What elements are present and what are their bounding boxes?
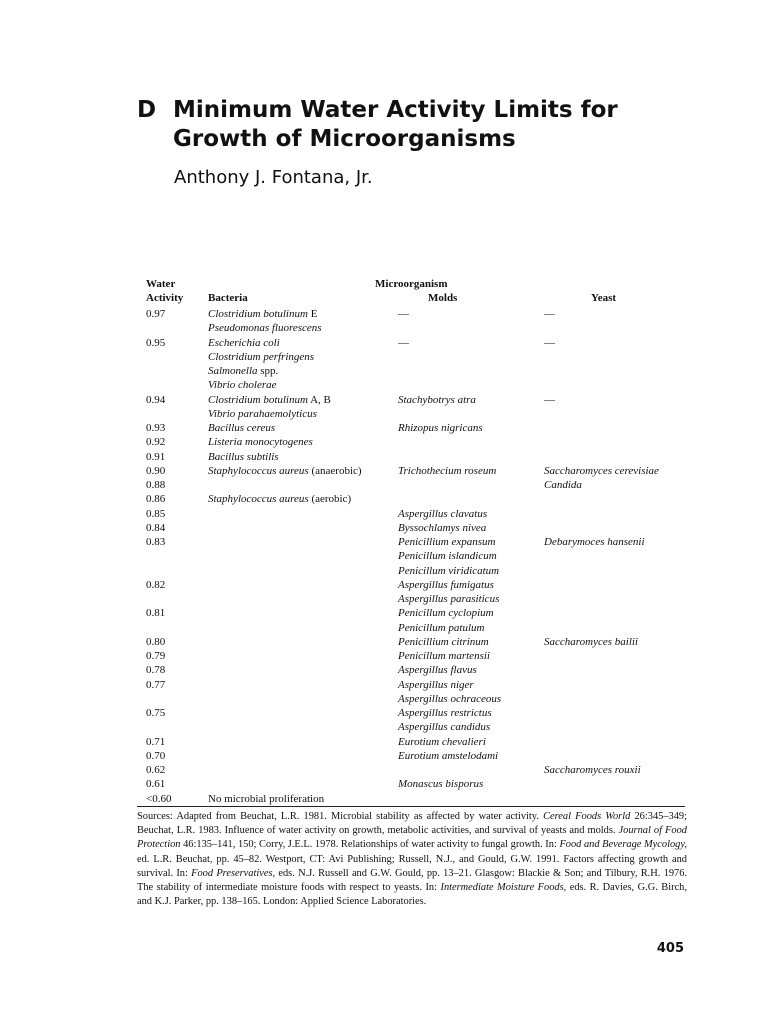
table-row [146, 592, 686, 606]
molds-cell: Monascus bisporus [398, 778, 484, 791]
molds-cell: Eurotium chevalieri [398, 735, 486, 748]
molds-cell: Aspergillus clavatus [398, 507, 488, 520]
table-row [146, 464, 686, 478]
table-row [146, 535, 686, 549]
table-row [146, 635, 686, 649]
water-activity-cell: 0.82 [146, 578, 166, 591]
bacteria-cell [208, 464, 362, 478]
molds-cell: Byssochlamys nivea [398, 521, 487, 534]
bacteria-name: Clostridium perfringens [208, 350, 315, 363]
table-row [146, 692, 686, 706]
bacteria-name: Vibrio cholerae [208, 379, 277, 392]
bacteria-name: Listeria monocytogenes [208, 436, 313, 449]
water-activity-cell: 0.83 [146, 536, 166, 548]
bacteria-note: No microbial proliferation [208, 792, 325, 805]
bacteria-name: Vibrio parahaemolyticus [208, 407, 317, 420]
water-activity-cell: 0.91 [146, 450, 166, 463]
source-title: Intermediate Moisture Foods [440, 882, 564, 894]
molds-cell: Penicillum viridicatum [398, 564, 500, 577]
table-row [146, 307, 686, 321]
bacteria-cell [208, 792, 324, 806]
water-activity-cell: 0.77 [146, 678, 166, 691]
water-activity-cell: 0.84 [146, 521, 166, 534]
yeast-cell: — [544, 336, 555, 349]
source-text: ed. L.R. Beuchat, pp. 45–82. Westport, CT: Avi Publishing; Russell, N.J., and Gould, G.W. 1991. Factors affecting growth and survival. In: [137, 853, 687, 879]
table-row [146, 336, 686, 350]
table-body [146, 307, 686, 806]
table-row [146, 678, 686, 692]
bacteria-name: Escherichia coli [208, 336, 280, 349]
table-row [146, 763, 686, 777]
bacteria-cell [208, 350, 314, 364]
bacteria-name: Staphylococcus aureus [208, 493, 309, 506]
table-row [146, 777, 686, 791]
water-activity-cell: 0.80 [146, 635, 166, 648]
water-activity-cell: 0.61 [146, 778, 166, 791]
table-row [146, 735, 686, 749]
table-row [146, 393, 686, 407]
table-row [146, 364, 686, 378]
source-title: Food Preservatives, [191, 867, 276, 879]
bacteria-note: A, B [307, 393, 331, 406]
molds-cell: Aspergillus parasiticus [398, 593, 500, 605]
molds-cell: Aspergillus ochraceous [398, 692, 502, 705]
source-text: 26:345–349; Beuchat, L.R. 1983. Influence of water activity on growth, metabolic activities, and survival of yeasts and molds. [137, 811, 688, 837]
bacteria-name: Salmonella [208, 365, 258, 377]
yeast-cell: Saccharomyces bailii [544, 635, 638, 648]
table-row [146, 492, 686, 506]
yeast-cell: Debarymoces hansenii [544, 536, 645, 548]
bacteria-cell [208, 393, 331, 407]
yeast-cell: — [544, 308, 555, 320]
header-molds: Molds [428, 292, 458, 304]
table-row [146, 421, 686, 435]
molds-cell: — [398, 308, 409, 320]
table-row [146, 663, 686, 677]
bacteria-name: Bacillus subtilis [208, 450, 279, 463]
molds-cell: Aspergillus restrictus [398, 707, 492, 719]
bacteria-name: Bacillus cereus [208, 422, 276, 434]
chapter-letter: D [137, 97, 157, 123]
table-row [146, 507, 686, 521]
water-activity-cell: 0.88 [146, 479, 166, 491]
bacteria-note: (aerobic) [308, 493, 352, 506]
table-header [146, 277, 686, 307]
bacteria-cell [208, 421, 275, 435]
yeast-cell: Saccharomyces cerevisiae [544, 464, 659, 477]
yeast-cell: — [544, 393, 555, 406]
yeast-cell: Saccharomyces rouxii [544, 764, 641, 776]
molds-cell: Rhizopus nigricans [398, 422, 483, 434]
chapter-title-line-2: Growth of Microorganisms [173, 126, 516, 152]
table-row [146, 321, 686, 335]
table-row [146, 407, 686, 421]
header-water: Water [146, 278, 176, 290]
bacteria-cell [208, 378, 277, 392]
source-title: Cereal Foods World [543, 811, 631, 822]
molds-cell: — [398, 336, 409, 349]
bacteria-cell [208, 307, 317, 321]
chapter-title-line-1: Minimum Water Activity Limits for [173, 97, 618, 123]
source-text: Sources: Adapted from Beuchat, L.R. 1981. Microbial stability as affected by water activity. [137, 811, 544, 822]
water-activity-cell: 0.85 [146, 507, 166, 520]
table-row [146, 706, 686, 720]
chapter-title [173, 96, 693, 154]
water-activity-cell: 0.75 [146, 707, 166, 719]
bacteria-name: Pseudomonas fluorescens [208, 322, 322, 335]
table-row [146, 435, 686, 449]
bacteria-cell [208, 450, 279, 464]
table-row [146, 350, 686, 364]
water-activity-cell: 0.92 [146, 436, 166, 449]
bacteria-note: E [307, 308, 318, 320]
water-activity-cell: 0.93 [146, 422, 166, 434]
source-title: Food and Beverage Mycology, [559, 839, 687, 851]
table-row [146, 649, 686, 663]
water-activity-cell: 0.81 [146, 607, 166, 620]
water-activity-cell: 0.94 [146, 393, 166, 406]
table-row [146, 792, 686, 806]
water-activity-cell: 0.79 [146, 650, 166, 662]
molds-cell: Penicillum islandicum [398, 550, 497, 563]
molds-cell: Eurotium amstelodami [398, 749, 499, 762]
yeast-cell: Candida [544, 479, 582, 491]
sources-note [137, 810, 687, 909]
chapter-author: Anthony J. Fontana, Jr. [174, 167, 373, 188]
molds-cell: Aspergillus fumigatus [398, 578, 494, 591]
molds-cell: Aspergillus flavus [398, 664, 477, 677]
molds-cell: Trichothecium roseum [398, 464, 497, 477]
bacteria-cell [208, 321, 322, 335]
table-row [146, 621, 686, 635]
molds-cell: Penicillum patulum [398, 621, 485, 634]
header-activity: Activity [146, 292, 184, 304]
water-activity-cell: 0.62 [146, 764, 166, 776]
table-row [146, 478, 686, 492]
bacteria-cell [208, 364, 278, 378]
source-text: 46:135–141, 150; Corry, J.E.L. 1978. Relationships of water activity to fungal growth. In: [180, 839, 560, 851]
table-row [146, 749, 686, 763]
table-row [146, 521, 686, 535]
header-bacteria: Bacteria [208, 292, 248, 304]
bacteria-name: Clostridium botulinum [208, 393, 308, 406]
water-activity-table [146, 277, 686, 806]
sources-divider [137, 806, 685, 807]
table-row [146, 720, 686, 734]
molds-cell: Penicillum cyclopium [398, 607, 494, 620]
table-row [146, 564, 686, 578]
molds-cell: Aspergillus candidus [398, 721, 491, 734]
molds-cell: Penicillum martensii [398, 650, 490, 662]
header-microorganism: Microorganism [375, 278, 448, 290]
source-title: Journal of Food Protection [137, 825, 687, 851]
water-activity-cell: 0.86 [146, 493, 166, 506]
bacteria-cell [208, 435, 313, 449]
bacteria-cell [208, 407, 317, 421]
bacteria-cell [208, 336, 280, 350]
header-yeast: Yeast [591, 292, 617, 304]
molds-cell: Aspergillus niger [398, 678, 474, 691]
water-activity-cell: 0.95 [146, 336, 166, 349]
water-activity-cell: 0.90 [146, 464, 166, 477]
table-row [146, 578, 686, 592]
page-number: 405 [656, 941, 684, 956]
source-text: eds. N.J. Russell and G.W. Gould, pp. 13–21. Glasgow: Blackie & Son; and Tilbury, R.H. 1976. The stability of intermediate moisture foods with respect to yeasts. In: [137, 867, 688, 894]
molds-cell: Penicillium citrinum [398, 635, 489, 648]
table-row [146, 549, 686, 563]
source-text: , eds. R. Davies, G.G. Birch, and K.J. Parker, pp. 138–165. London: Applied Science Laboratories. [137, 882, 687, 908]
molds-cell: Penicillium expansum [398, 536, 496, 548]
water-activity-cell: 0.97 [146, 308, 166, 320]
bacteria-cell [208, 492, 351, 506]
water-activity-cell: 0.78 [146, 664, 166, 677]
table-row [146, 606, 686, 620]
bacteria-note: spp. [257, 365, 279, 377]
water-activity-cell: 0.71 [146, 735, 166, 748]
water-activity-cell: <0.60 [146, 792, 172, 805]
bacteria-name: Clostridium botulinum [208, 308, 308, 320]
bacteria-name: Staphylococcus aureus [208, 464, 309, 477]
table-row [146, 378, 686, 392]
bacteria-note: (anaerobic) [308, 464, 362, 477]
water-activity-cell: 0.70 [146, 749, 166, 762]
molds-cell: Stachybotrys atra [398, 393, 476, 406]
table-row [146, 450, 686, 464]
